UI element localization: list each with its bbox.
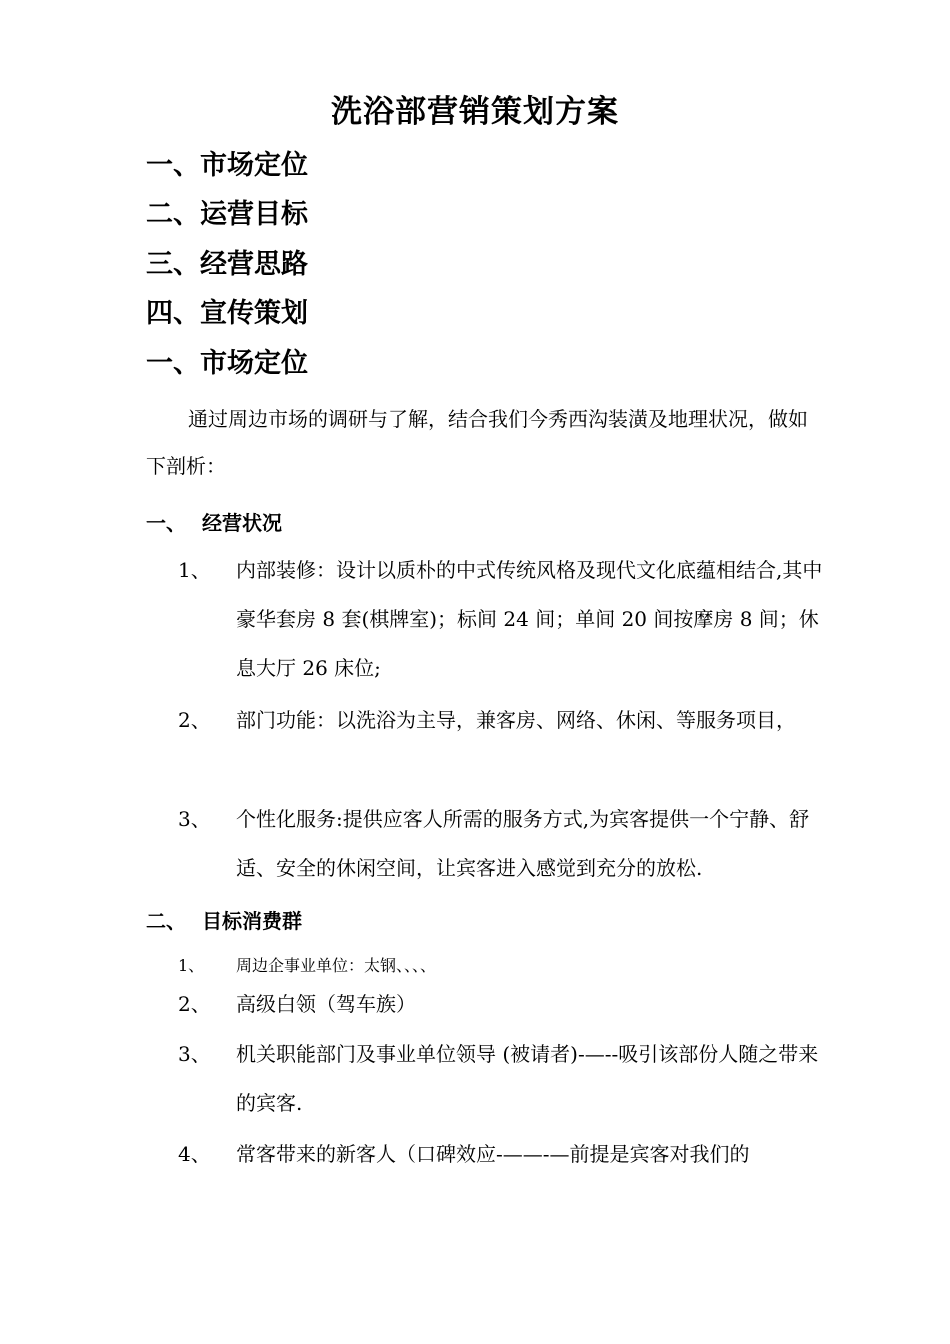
list-item-number: 4、 — [178, 1142, 211, 1166]
list-item-number: 2、 — [178, 708, 211, 732]
section-2-title: 目标消费群 — [202, 909, 302, 933]
list-item-text: 周边企事业单位：太钢、、、、 — [236, 956, 437, 975]
list-item — [178, 1030, 828, 1128]
list-item — [178, 795, 828, 893]
section-1-title: 经营状况 — [202, 511, 282, 535]
list-item-text: 机关职能部门及事业单位领导 (被请者)-—--吸引该部份人随之带来的宾客. — [236, 1042, 819, 1115]
intro-paragraph — [146, 396, 826, 490]
toc-item-3: 三、经营思路 — [146, 249, 308, 280]
list-item-text: 高级白领（驾车族） — [236, 992, 416, 1016]
list-item-number: 1、 — [178, 558, 211, 582]
section-1-heading — [146, 507, 282, 536]
list-item — [178, 546, 828, 693]
list-item — [178, 1130, 828, 1179]
list-item-text: 个性化服务:提供应客人所需的服务方式,为宾客提供一个宁静、舒适、安全的休闲空间，让宾客进入感觉到充分的放松. — [236, 807, 810, 880]
list-item — [178, 950, 828, 982]
section-heading: 一、市场定位 — [146, 348, 308, 379]
list-item-text: 常客带来的新客人（口碑效应-——-—前提是宾客对我们的 — [236, 1142, 750, 1166]
toc-item-4: 四、宣传策划 — [146, 298, 308, 329]
intro-text: 通过周边市场的调研与了解，结合我们今秀西沟装潢及地理状况，做如下剖析： — [146, 407, 808, 478]
list-item-text: 部门功能：以洗浴为主导，兼客房、网络、休闲、等服务项目， — [236, 708, 796, 732]
list-item — [178, 980, 828, 1029]
toc-item-2: 二、运营目标 — [146, 199, 308, 230]
list-item — [178, 696, 828, 745]
list-item-number: 3、 — [178, 807, 211, 831]
section-2-number: 二、 — [146, 909, 186, 933]
list-item-number: 1、 — [178, 956, 205, 975]
toc-item-1: 一、市场定位 — [146, 150, 308, 181]
section-1-number: 一、 — [146, 511, 186, 535]
list-item-number: 3、 — [178, 1042, 211, 1066]
list-item-number: 2、 — [178, 992, 211, 1016]
section-2-heading — [146, 905, 302, 934]
document-title: 洗浴部营销策划方案 — [331, 94, 619, 130]
list-item-text: 内部装修：设计以质朴的中式传统风格及现代文化底蕴相结合,其中豪华套房 8 套(棋牌室)；标间 24 间；单间 20 间按摩房 8 间；休息大厅 26 床位; — [236, 558, 823, 680]
